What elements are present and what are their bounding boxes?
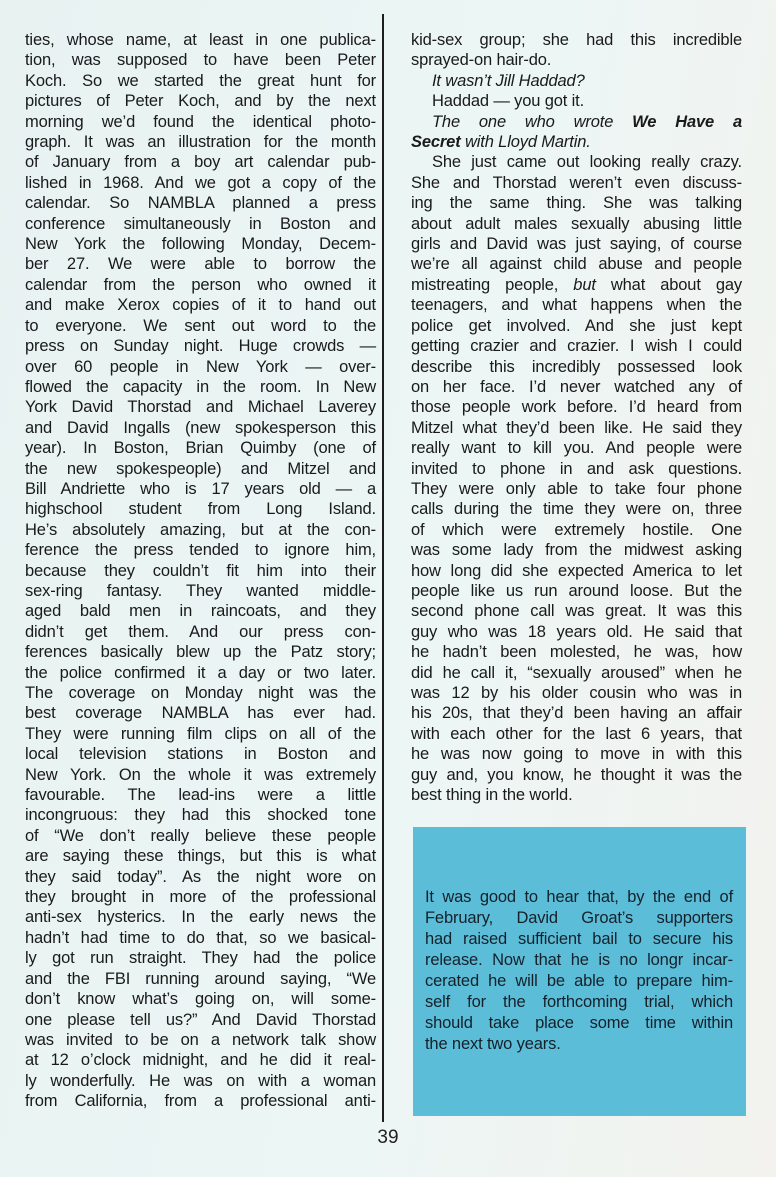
text-line: and make Xerox copies of it to hand out	[25, 296, 376, 315]
text-line: They were only able to take four phone	[411, 479, 742, 498]
text-line: ly got run straight. They had the police	[25, 949, 376, 968]
text-line: best coverage NAMBLA has ever had.	[25, 704, 376, 723]
text-line: lished in 1968. And we got a copy of the	[25, 173, 376, 192]
text-line: guy who was 18 years old. He said that	[411, 622, 742, 641]
text-line: and David Ingalls (new spokesperson this	[25, 418, 376, 437]
text-line: ber 27. We were able to borrow the	[25, 255, 376, 274]
text-line: calendar. So NAMBLA planned a press	[25, 194, 376, 213]
text-line: sprayed-on hair-do.	[411, 51, 552, 70]
text-line: self for the forthcoming trial, which	[425, 993, 733, 1011]
text-line: we’re all against child abuse and people	[411, 255, 742, 274]
text-line: Secret with Lloyd Martin.	[411, 133, 591, 152]
text-line: had raised sufficient bail to secure his	[425, 930, 733, 948]
text-line: The coverage on Monday night was the	[25, 684, 376, 702]
text-line: hadn’t had time to do that, so we basical-	[25, 928, 376, 947]
text-line: with each other for the last 6 years, that	[411, 724, 742, 743]
text-line: he was now going to move in with this	[411, 745, 742, 764]
text-line: mistreating people, but what about gay	[411, 275, 742, 294]
text-line: Mitzel what they’d been like. He said they	[411, 418, 742, 437]
text-line: tion, was supposed to have been Peter	[25, 51, 376, 70]
highlight-box	[413, 827, 746, 1116]
text-line: graph. It was an illustration for the month	[25, 133, 376, 152]
text-line: really want to kill you. And people were	[411, 439, 742, 458]
text-line: She just came out looking really crazy.	[432, 153, 742, 172]
text-line: getting crazier and crazier. I wish I could	[411, 337, 742, 356]
text-line: She and Thorstad weren’t even discuss-	[411, 173, 742, 192]
text-line: on her face. I’d never watched any of	[411, 377, 742, 396]
text-line: ference the press tended to ignore him,	[25, 541, 376, 560]
text-line: favourable. The lead-ins were a little	[25, 786, 376, 805]
text-line: conference simultaneously in Boston and	[25, 214, 376, 233]
text-line: and the FBI running around saying, “We	[25, 969, 376, 988]
text-line: Haddad — you got it.	[432, 92, 585, 111]
text-line: morning we’d found the identical photo-	[25, 112, 376, 131]
text-line: The one who wrote We Have a	[432, 112, 742, 131]
text-line: of January from a boy art calendar pub-	[25, 153, 376, 172]
text-line: of which were extremely hostile. One	[411, 520, 742, 539]
text-line: ing the same thing. She was talking	[411, 194, 742, 213]
text-line: over 60 people in New York — over-	[25, 357, 376, 376]
text-line: cerated he will be able to prepare him-	[425, 972, 733, 990]
text-line: aged bald men in raincoats, and they	[25, 602, 376, 621]
text-line: his 20s, that they’d been having an affair	[411, 704, 742, 723]
text-line: they said today”. As the night wore on	[25, 867, 376, 886]
text-line: highschool student from Long Island.	[25, 500, 376, 519]
text-line: teenagers, and what happens when the	[411, 296, 742, 315]
text-line: He’s absolutely amazing, but at the con-	[25, 520, 376, 539]
text-line: the new spokespeople) and Mitzel and	[25, 459, 376, 478]
highlight-box-text	[425, 887, 733, 1055]
text-line: sex-ring fantasy. They wanted middle-	[25, 581, 376, 600]
text-line: best thing in the world.	[411, 786, 573, 805]
text-line: anti-sex hysterics. In the early news the	[25, 908, 376, 927]
text-line: press on Sunday night. Huge crowds —	[25, 337, 376, 356]
text-line: local television stations in Boston and	[25, 745, 376, 764]
text-line: flowed the capacity in the room. In New	[25, 377, 376, 396]
text-line: at 12 o’clock midnight, and he did it real-	[25, 1051, 376, 1070]
text-line: describe this incredibly possessed look	[411, 357, 742, 376]
text-line: incongruous: they had this shocked tone	[25, 806, 376, 825]
text-line: Bill Andriette who is 17 years old — a	[25, 479, 376, 498]
text-line: one please tell us?” And David Thorstad	[25, 1010, 376, 1029]
text-line: second phone call was great. It was this	[411, 602, 742, 621]
text-line: was 12 by his older cousin who was in	[411, 684, 742, 702]
text-line: pictures of Peter Koch, and by the next	[25, 92, 376, 111]
text-line: are saying these things, but this is what	[25, 847, 376, 866]
text-line: New York the following Monday, Decem-	[25, 235, 376, 254]
text-line: from California, from a professional anti-	[25, 1092, 376, 1111]
text-line: girls and David was just saying, of course	[411, 235, 742, 254]
text-line: the next two years.	[425, 1035, 561, 1053]
text-line: he hadn’t been molested, he was, how	[411, 643, 742, 662]
text-line: should take place some time within	[425, 1014, 733, 1032]
text-line: don’t know what’s going on, will some-	[25, 990, 376, 1009]
text-line: police get involved. And she just kept	[411, 316, 742, 335]
text-line: York David Thorstad and Michael Laverey	[25, 398, 376, 417]
text-line: ferences basically blew up the Patz story;	[25, 643, 376, 662]
text-line: about adult males sexually abusing little	[411, 214, 742, 233]
text-line: calls during the time they were on, three	[411, 500, 742, 519]
text-line: they brought in more of the professional	[25, 888, 376, 907]
text-line: was some lady from the midwest asking	[411, 541, 742, 560]
text-line: because they couldn’t fit him into their	[25, 561, 376, 580]
text-line: kid-sex group; she had this incredible	[411, 31, 742, 49]
text-line: Koch. So we started the great hunt for	[25, 71, 376, 90]
text-line: It wasn’t Jill Haddad?	[432, 71, 585, 90]
text-line: to everyone. We sent out word to the	[25, 316, 376, 335]
text-line: February, David Groat’s supporters	[425, 909, 733, 927]
column-divider	[382, 14, 384, 1122]
text-line: They were running film clips on all of the	[25, 724, 376, 743]
page-number: 39	[377, 1127, 399, 1148]
text-line: was invited to be on a network talk show	[25, 1030, 376, 1049]
text-line: did he call it, “sexually aroused” when he	[411, 663, 742, 682]
text-line: of “We don’t really believe these people	[25, 826, 376, 845]
text-line: the police confirmed it a day or two later.	[25, 663, 376, 682]
text-line: people like us run around loose. But the	[411, 581, 742, 600]
text-line: release. Now that he is no longr incar-	[425, 951, 733, 969]
text-line: It was good to hear that, by the end of	[425, 888, 733, 906]
text-line: ly wonderfully. He was on with a woman	[25, 1071, 376, 1090]
text-line: guy and, you know, he thought it was the	[411, 765, 742, 784]
text-line: New York. On the whole it was extremely	[25, 765, 376, 784]
right-column	[411, 30, 742, 805]
text-line: ties, whose name, at least in one publica-	[25, 31, 376, 49]
text-line: how long did she expected America to let	[411, 561, 742, 580]
text-line: those people work before. I’d heard from	[411, 398, 742, 417]
text-line: calendar from the person who owned it	[25, 275, 376, 294]
text-line: didn’t get them. And our press con-	[25, 622, 376, 641]
text-line: year). In Boston, Brian Quimby (one of	[25, 439, 376, 458]
text-line: invited to phone in and ask questions.	[411, 459, 742, 478]
left-column	[25, 30, 376, 1112]
